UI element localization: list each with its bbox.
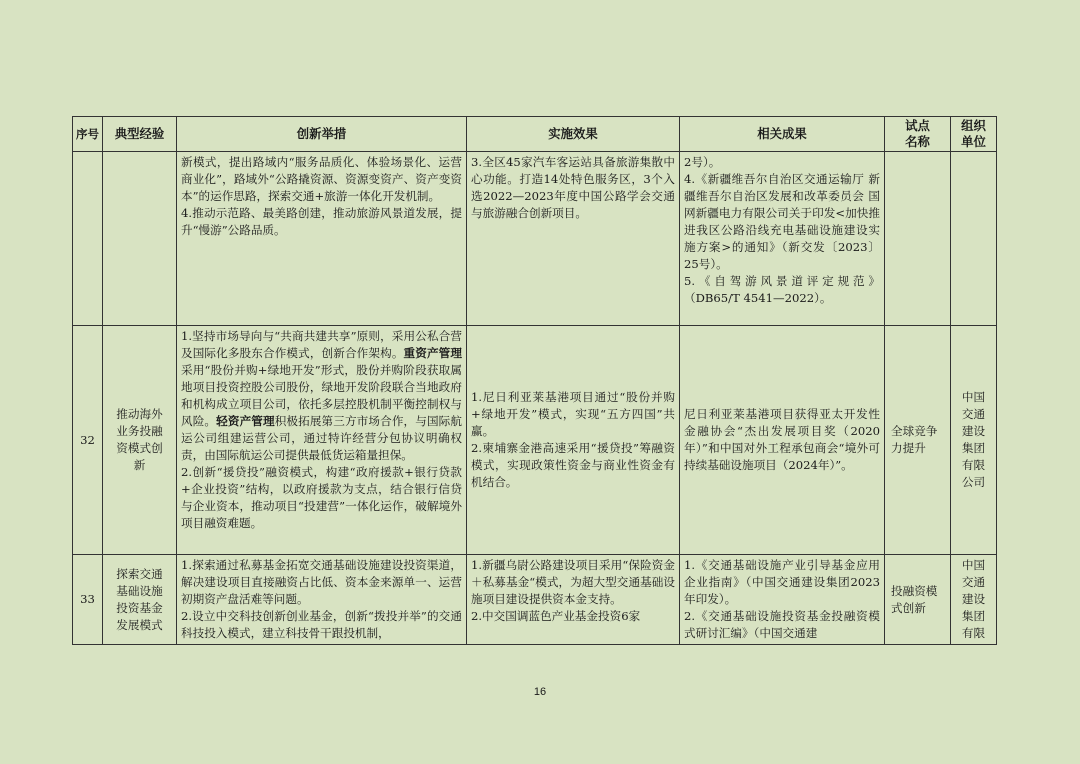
effect-cell [467,555,680,645]
header-pilot: 试点名称 [885,117,951,152]
innovation-paragraph: 新模式，提出路域内“服务品质化、体验场景化、运营商业化”，路域外“公路撬资源、资源变资产、资产变资本”的运作思路，探索交通+旅游一体化开发机制。 [181,155,462,203]
experience-cell: 推动海外业务投融资模式创新 [103,326,177,555]
page-number: 16 [533,686,547,698]
header-results: 相关成果 [680,117,885,152]
row-number: 33 [73,555,103,645]
results-cell [680,555,885,645]
effect-cell [467,326,680,555]
header-innovation: 创新举措 [177,117,467,152]
org-cell: 中国交通建设集团有限 [951,555,997,645]
results-cell: 尼日利亚莱基港项目获得亚太开发性金融协会“杰出发展项目奖（2020年）”和中国对外工程承包商会“境外可持续基础设施项目（2024年）”。 [680,326,885,555]
innovation-paragraph: 1.坚持市场导向与“共商共建共享”原则，采用公私合营及国际化多股东合作模式，创新合作架构。重资产管理采用“股份并购+绿地开发”形式，股份并购阶段获取属地项目投资控股公司股份，绿地开发阶段联合当地政府和机构成立项目公司，依托多层控股机制平衡控制权与风险。轻资产管理积极拓展第三方市场合作，与国际航运公司组建运营公司，通过特许经营分包协议明确权责，由国际航运公司提供最低货运箱量担保。 [181,329,462,462]
pilot-name-cell: 全球竞争力提升 [885,326,951,555]
innovation-cell [177,152,467,326]
effect-paragraph: 1.新疆乌尉公路建设项目采用“保险资金＋私募基金“模式，为超大型交通基础设施项目建设提供资本金支持。 [471,558,675,606]
pilot-name-cell: 投融资模式创新 [885,555,951,645]
table-row [73,152,997,326]
innovation-paragraph: 2.设立中交科技创新创业基金，创新“拨投并举”的交通科技投入模式，建立科技骨干跟投机制， [181,609,462,640]
results-paragraph: 1.《交通基础设施产业引导基金应用企业指南》（中国交通建设集团2023年印发）。 [684,558,880,606]
effect-paragraph: 2.中交国调蓝色产业基金投资6家 [471,609,641,623]
table-row [73,555,997,645]
innovation-paragraph: 1.探索通过私募基金拓宽交通基础设施建设投资渠道，解决建设项目直接融资占比低、资本金来源单一、运营初期资产盘活难等问题。 [181,558,462,606]
results-paragraph: 2号）。 [684,155,721,169]
experience-cell: 探索交通基础设施投资基金发展模式 [103,555,177,645]
table-row [73,326,997,555]
innovation-paragraph: 2.创新“援贷投”融资模式，构建“政府援款+银行贷款+企业投资”结构，以政府援款为支点，结合银行信贷与企业资本，推动项目“投建营”一体化运作，破解境外项目融资难题。 [181,465,462,530]
header-org: 组织单位 [951,117,997,152]
effect-paragraph: 3.全区45家汽车客运站具备旅游集散中心功能。打造14处特色服务区，3个入选2022—2023年度中国公路学会交通与旅游融合创新项目。 [471,155,675,220]
results-paragraph: 4.《新疆维吾尔自治区交通运输厅 新疆维吾尔自治区发展和改革委员会 国网新疆电力有限公司关于印发<加快推进我区公路沿线充电基础设施建设实施方案>的通知》（新交发〔2023〕25号）。 [684,172,880,271]
header-effect: 实施效果 [467,117,680,152]
innovation-paragraph: 4.推动示范路、最美路创建，推动旅游风景道发展，提升“慢游”公路品质。 [181,206,462,237]
effect-paragraph: 2.柬埔寨金港高速采用“援贷投”筹融资模式，实现政策性资金与商业性资金有机结合。 [471,441,675,489]
effect-cell [467,152,680,326]
org-cell: 中国交通建设集团有限公司 [951,326,997,555]
header-experience: 典型经验 [103,117,177,152]
header-no: 序号 [73,117,103,152]
keyword-light-asset: 轻资产管理 [216,414,275,428]
keyword-heavy-asset: 重资产管理 [403,346,462,360]
effect-paragraph: 1.尼日利亚莱基港项目通过“股份并购+绿地开发”模式，实现“五方四国”共赢。 [471,390,675,438]
table-header-row [73,117,997,152]
results-cell [680,152,885,326]
results-paragraph: 2.《交通基础设施投资基金投融资模式研讨汇编》（中国交通建 [684,609,880,640]
results-paragraph: 5.《自驾游风景道评定规范》（DB65/T 4541—2022）。 [684,274,880,305]
innovation-cell [177,555,467,645]
pilot-experience-table [72,116,997,645]
row-number: 32 [73,326,103,555]
innovation-cell [177,326,467,555]
